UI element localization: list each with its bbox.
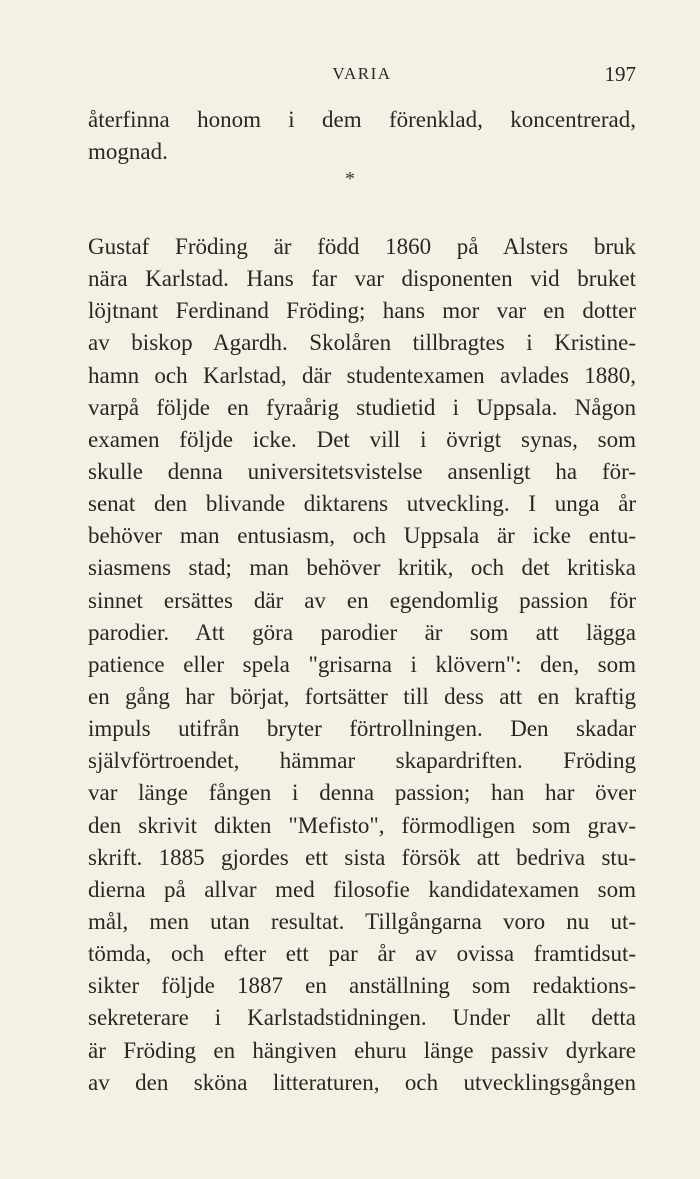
text-line: sikter följde 1887 en anställning som redaktions- bbox=[88, 973, 636, 999]
text-line: den skrivit dikten "Mefisto", förmodligen som grav- bbox=[88, 812, 636, 838]
text-line: löjtnant Ferdinand Fröding; hans mor var en dotter bbox=[88, 298, 636, 324]
running-head bbox=[88, 62, 636, 88]
text-line: examen följde icke. Det vill i övrigt synas, som bbox=[88, 426, 636, 452]
paragraph-froding-biography bbox=[88, 231, 636, 1099]
text-line: sekreterare i Karlstadstidningen. Under allt detta bbox=[88, 1005, 636, 1031]
page-number: 197 bbox=[604, 62, 636, 86]
text-line: skrift. 1885 gjordes ett sista försök att bedriva stu- bbox=[88, 844, 636, 870]
text-line: impuls utifrån bryter förtrollningen. Den skadar bbox=[88, 716, 636, 742]
text-line: av den sköna litteraturen, och utvecklingsgången bbox=[88, 1069, 636, 1095]
text-line: Gustaf Fröding är född 1860 på Alsters bruk bbox=[88, 234, 636, 259]
running-title: VARIA bbox=[332, 64, 392, 83]
text-line: varpå följde en fyraårig studietid i Uppsala. Någon bbox=[88, 394, 636, 420]
text-line: mognad. bbox=[88, 139, 168, 165]
text-line: återfinna honom i dem förenklad, koncentrerad, bbox=[88, 107, 636, 132]
paragraph-continuation bbox=[88, 104, 636, 168]
text-line: självförtroendet, hämmar skapardriften. Fröding bbox=[88, 748, 636, 774]
text-line: parodier. Att göra parodier är som att lägga bbox=[88, 619, 636, 645]
text-line: senat den blivande diktarens utveckling. I unga år bbox=[88, 491, 636, 517]
text-line: är Fröding en hängiven ehuru länge passiv dyrkare bbox=[88, 1037, 636, 1063]
text-line: patience eller spela "grisarna i klövern": den, som bbox=[88, 651, 636, 677]
text-line: tömda, och efter ett par år av ovissa framtidsut- bbox=[88, 941, 636, 967]
text-line: var länge fången i denna passion; han har över bbox=[88, 780, 636, 806]
section-separator-asterisk: * bbox=[345, 168, 355, 190]
text-line: dierna på allvar med filosofie kandidatexamen som bbox=[88, 876, 636, 902]
text-line: siasmens stad; man behöver kritik, och det kritiska bbox=[88, 555, 636, 581]
text-line: mål, men utan resultat. Tillgångarna voro nu ut- bbox=[88, 908, 636, 934]
text-line: skulle denna universitetsvistelse ansenligt ha för- bbox=[88, 458, 636, 484]
text-line: av biskop Agardh. Skolåren tillbragtes i Kristine- bbox=[88, 330, 636, 356]
text-line: behöver man entusiasm, och Uppsala är icke entu- bbox=[88, 523, 636, 549]
text-line: sinnet ersättes där av en egendomlig passion för bbox=[88, 587, 636, 613]
text-line: nära Karlstad. Hans far var disponenten vid bruket bbox=[88, 266, 636, 292]
text-line: hamn och Karlstad, där studentexamen avlades 1880, bbox=[88, 362, 636, 388]
text-line: en gång har börjat, fortsätter till dess att en kraftig bbox=[88, 683, 636, 709]
